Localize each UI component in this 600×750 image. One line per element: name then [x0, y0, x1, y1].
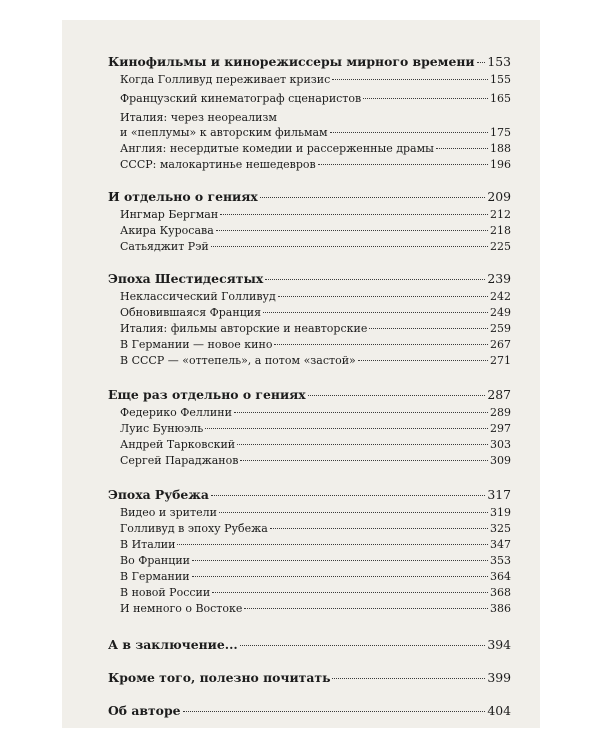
toc-page-number: 303	[490, 438, 511, 451]
toc-page-number: 225	[490, 240, 511, 253]
dot-leader	[358, 360, 488, 361]
toc-entry	[108, 353, 511, 369]
toc-page-number: 297	[490, 422, 511, 435]
dot-leader	[369, 328, 488, 329]
toc-entry-title: Андрей Тарковский	[120, 438, 236, 451]
dot-leader	[265, 279, 485, 280]
dot-leader	[332, 79, 488, 80]
dot-leader	[212, 592, 488, 593]
dot-leader	[192, 560, 488, 561]
toc-entry-title: Акира Куросава	[120, 224, 214, 237]
toc-page-number: 196	[490, 158, 511, 171]
toc-entry-title: Сатьяджит Рэй	[120, 240, 209, 253]
toc-entry	[108, 207, 511, 223]
toc-section-heading	[108, 487, 511, 503]
dot-leader	[278, 296, 488, 297]
toc-entry	[108, 239, 511, 255]
dot-leader	[244, 608, 488, 609]
toc-heading-title: И отдельно о гениях	[108, 189, 258, 204]
toc-heading-title: Кинофильмы и кинорежиссеры мирного времени	[108, 54, 475, 69]
toc-section-heading	[108, 670, 511, 686]
toc-page-number: 317	[487, 487, 511, 502]
toc-section-heading	[108, 271, 511, 287]
toc-entry	[108, 437, 511, 453]
dot-leader	[177, 544, 488, 545]
dot-leader	[318, 164, 488, 165]
toc-page-number: 364	[490, 570, 511, 583]
toc-entry	[108, 569, 511, 585]
dot-leader	[240, 645, 486, 646]
toc-page-number: 289	[490, 406, 511, 419]
dot-leader	[477, 62, 486, 63]
toc-entry-title: Англия: несердитые комедии и рассерженные драмы	[120, 142, 434, 155]
table-of-contents	[108, 54, 511, 719]
toc-entry-title: Когда Голливуд переживает кризис	[120, 73, 331, 86]
toc-entry-title: И немного о Востоке	[120, 602, 243, 615]
dot-leader	[260, 197, 486, 198]
toc-entry-title: Италия: фильмы авторские и неавторские	[120, 322, 368, 335]
toc-entry-title: Сергей Параджанов	[120, 454, 239, 467]
toc-entry-title: В новой России	[120, 586, 211, 599]
toc-page-number: 155	[490, 73, 511, 86]
toc-entry	[108, 141, 511, 157]
dot-leader	[211, 495, 485, 496]
toc-page-number: 368	[490, 586, 511, 599]
toc-entry	[108, 521, 511, 537]
toc-entry	[108, 601, 511, 617]
toc-entry	[108, 321, 511, 337]
toc-heading-title: Кроме того, полезно почитать	[108, 670, 331, 685]
toc-entry-title: В Германии	[120, 570, 190, 583]
dot-leader	[436, 148, 488, 149]
toc-entry	[108, 305, 511, 321]
dot-leader	[211, 246, 488, 247]
dot-leader	[308, 395, 486, 396]
toc-page-number: 353	[490, 554, 511, 567]
toc-page-number: 271	[490, 354, 511, 367]
toc-page-number: 404	[487, 703, 511, 718]
toc-page-number: 325	[490, 522, 511, 535]
toc-page-number: 267	[490, 338, 511, 351]
dot-leader	[216, 230, 488, 231]
toc-heading-title: Эпоха Шестидесятых	[108, 271, 264, 286]
toc-page-number: 347	[490, 538, 511, 551]
toc-page-number: 399	[487, 670, 511, 685]
dot-leader	[234, 412, 488, 413]
toc-section-heading	[108, 54, 511, 70]
toc-entry	[108, 553, 511, 569]
toc-entry	[108, 289, 511, 305]
toc-page-number: 386	[490, 602, 511, 615]
toc-section-heading	[108, 189, 511, 205]
toc-entry-title-line1: Италия: через неореализм	[120, 111, 277, 124]
toc-entry-title: В Италии	[120, 538, 176, 551]
toc-section-heading	[108, 387, 511, 403]
toc-page-number: 165	[490, 92, 511, 105]
dot-leader	[270, 528, 488, 529]
dot-leader	[183, 711, 486, 712]
toc-entry	[108, 72, 511, 88]
toc-section-heading	[108, 703, 511, 719]
dot-leader	[240, 460, 488, 461]
toc-entry	[108, 505, 511, 521]
dot-leader	[332, 678, 485, 679]
toc-entry-title: СССР: малокартинье нешедевров	[120, 158, 316, 171]
toc-page-number: 259	[490, 322, 511, 335]
toc-page-number: 218	[490, 224, 511, 237]
toc-entry-title: Луис Бунюэль	[120, 422, 204, 435]
toc-entry-title: Неклассический Голливуд	[120, 290, 276, 303]
toc-entry-title: Голливуд в эпоху Рубежа	[120, 522, 268, 535]
dot-leader	[205, 428, 488, 429]
toc-heading-title: Еще раз отдельно о гениях	[108, 387, 306, 402]
toc-heading-title: Эпоха Рубежа	[108, 487, 209, 502]
toc-entry	[108, 125, 511, 141]
toc-page-number: 319	[490, 506, 511, 519]
toc-entry	[108, 91, 511, 107]
toc-page-number: 188	[490, 142, 511, 155]
toc-page-number: 394	[487, 637, 511, 652]
dot-leader	[192, 576, 488, 577]
dot-leader	[263, 312, 488, 313]
toc-entry-title: В СССР — «оттепель», а потом «застой»	[120, 354, 356, 367]
toc-entry	[108, 405, 511, 421]
dot-leader	[363, 98, 488, 99]
toc-entry-title: Ингмар Бергман	[120, 208, 219, 221]
toc-page-number: 309	[490, 454, 511, 467]
toc-heading-title: Об авторе	[108, 703, 181, 718]
toc-entry	[108, 537, 511, 553]
toc-entry-title: В Германии — новое кино	[120, 338, 273, 351]
toc-entry	[108, 453, 511, 469]
toc-page-number: 239	[487, 271, 511, 286]
toc-entry-title: Федерико Феллини	[120, 406, 232, 419]
book-page	[62, 20, 540, 728]
toc-entry	[108, 157, 511, 173]
toc-entry-line	[108, 110, 511, 125]
toc-entry-title: Французский кинематограф сценаристов	[120, 92, 362, 105]
toc-page-number: 209	[487, 189, 511, 204]
dot-leader	[274, 344, 488, 345]
dot-leader	[220, 214, 488, 215]
dot-leader	[219, 512, 488, 513]
dot-leader	[330, 132, 488, 133]
toc-page-number: 175	[490, 126, 511, 139]
toc-entry-title: и «пеплумы» к авторским фильмам	[120, 126, 328, 139]
toc-entry	[108, 585, 511, 601]
toc-page-number: 249	[490, 306, 511, 319]
toc-section-heading	[108, 637, 511, 653]
dot-leader	[237, 444, 488, 445]
toc-entry	[108, 223, 511, 239]
toc-page-number: 212	[490, 208, 511, 221]
toc-entry-title: Видео и зрители	[120, 506, 217, 519]
toc-page-number: 287	[487, 387, 511, 402]
toc-page-number: 242	[490, 290, 511, 303]
toc-entry-title: Обновившаяся Франция	[120, 306, 262, 319]
toc-page-number: 153	[487, 54, 511, 69]
toc-entry	[108, 421, 511, 437]
toc-entry	[108, 337, 511, 353]
toc-heading-title: А в заключение...	[108, 637, 238, 652]
toc-entry-title: Во Франции	[120, 554, 191, 567]
